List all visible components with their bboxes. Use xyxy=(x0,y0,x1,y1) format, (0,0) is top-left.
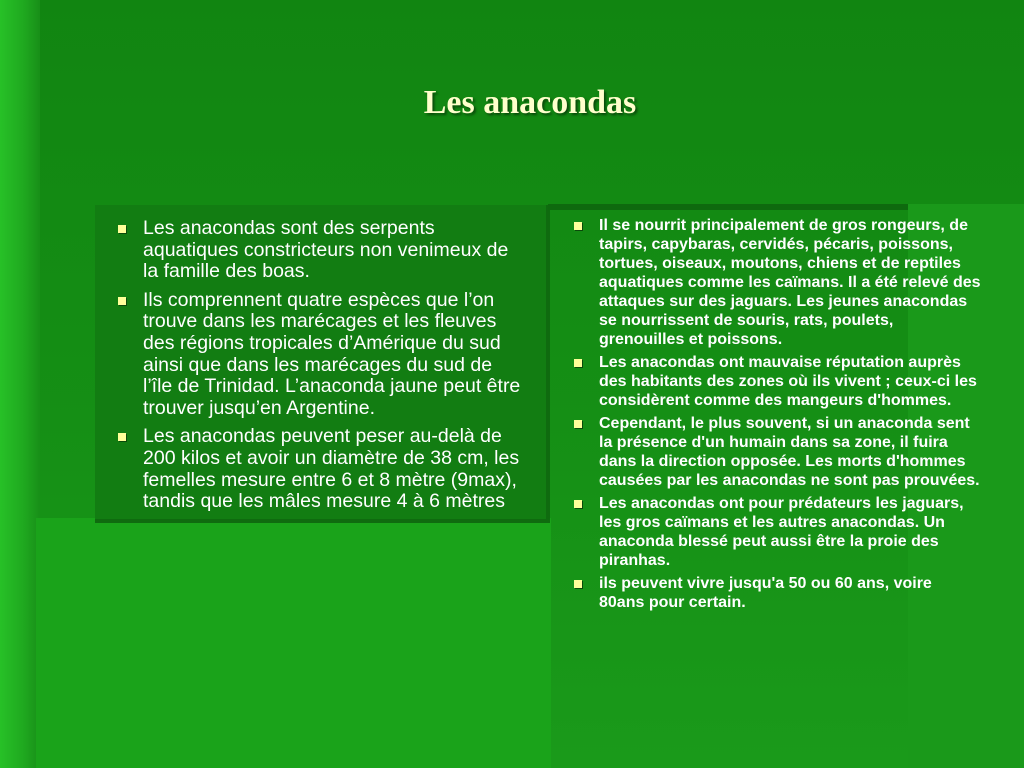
list-item xyxy=(561,216,981,349)
square-bullet-icon xyxy=(574,359,582,367)
list-item-text: Les anacondas ont mauvaise réputation auprès des habitants des zones où ils vivent ; ceux-ci les considèrent comme des mangeurs d'hommes. xyxy=(599,354,977,409)
list-item xyxy=(105,290,525,420)
square-bullet-icon xyxy=(574,580,582,588)
list-item xyxy=(561,414,981,490)
square-bullet-icon xyxy=(118,433,126,441)
square-bullet-icon xyxy=(574,500,582,508)
square-bullet-icon xyxy=(574,222,582,230)
square-bullet-icon xyxy=(118,225,126,233)
decorative-rectangle-lower xyxy=(36,518,551,768)
list-item xyxy=(561,353,981,410)
list-item-text: Cependant, le plus souvent, si un anaconda sent la présence d'un humain dans sa zone, il fuira dans la direction opposée. Les morts d'hommes causées par les anacondas ne sont pas prouvées. xyxy=(599,415,980,489)
list-item xyxy=(561,574,981,612)
list-item-text: Les anacondas peuvent peser au-delà de 200 kilos et avoir un diamètre de 38 cm, les femelles mesure entre 6 et 8 mètre (9max), tandis que les mâles mesure 4 à 6 mètres xyxy=(143,425,520,513)
list-item xyxy=(105,426,525,512)
list-item-text: Il se nourrit principalement de gros rongeurs, de tapirs, capybaras, cervidés, pécaris, poissons, tortues, oiseaux, moutons, chiens et de reptiles aquatiques comme les caïmans. Il a été relevé des attaques sur des jaguars. Les jeunes anacondas se nourrissent de souris, rats, poulets, grenouilles et poissons. xyxy=(599,217,981,348)
decorative-divider-line xyxy=(548,204,914,210)
right-bullet-list xyxy=(561,216,981,616)
list-item-text: Ils comprennent quatre espèces que l’on trouve dans les marécages et les fleuves des régions tropicales d’Amérique du sud ainsi que dans les marécages du sud de l’île de Trinidad. L’anaconda jaune peut être trouver jusqu’en Argentine. xyxy=(143,288,521,419)
list-item-text: ils peuvent vivre jusqu'a 50 ou 60 ans, voire 80ans pour certain. xyxy=(599,575,932,611)
list-item xyxy=(561,494,981,570)
slide-title: Les anacondas xyxy=(423,84,637,121)
square-bullet-icon xyxy=(574,420,582,428)
list-item xyxy=(105,218,525,283)
square-bullet-icon xyxy=(118,297,126,305)
list-item-text: Les anacondas ont pour prédateurs les jaguars, les gros caïmans et les autres anacondas. Un anaconda blessé peut aussi être la proie des piranhas. xyxy=(599,495,964,569)
list-item-text: Les anacondas sont des serpents aquatiques constricteurs non venimeux de la famille des boas. xyxy=(143,217,509,283)
left-bullet-list xyxy=(105,218,525,520)
